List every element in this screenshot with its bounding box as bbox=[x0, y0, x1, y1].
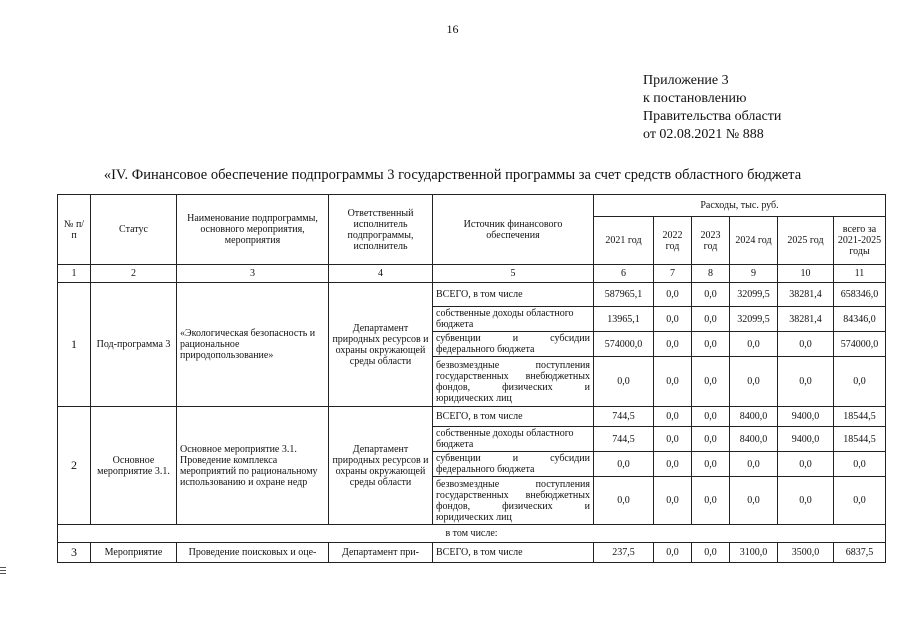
value-cell: 0,0 bbox=[778, 357, 834, 407]
value-cell: 0,0 bbox=[654, 283, 692, 307]
value-cell: 0,0 bbox=[730, 332, 778, 357]
value-cell: 0,0 bbox=[778, 332, 834, 357]
value-cell: 0,0 bbox=[834, 357, 886, 407]
value-cell: 0,0 bbox=[692, 357, 730, 407]
appendix-line: Приложение 3 bbox=[643, 73, 729, 88]
value-cell: 8400,0 bbox=[730, 407, 778, 427]
value-cell: 0,0 bbox=[692, 477, 730, 525]
value-cell: 0,0 bbox=[730, 357, 778, 407]
scan-margin-mark bbox=[0, 567, 6, 577]
row-executor: Департамент при- bbox=[329, 543, 433, 563]
column-number: 6 bbox=[594, 265, 654, 283]
value-cell: 0,0 bbox=[778, 452, 834, 477]
page-number: 16 bbox=[446, 22, 459, 36]
value-cell: 0,0 bbox=[594, 357, 654, 407]
value-cell: 0,0 bbox=[730, 452, 778, 477]
header-year: 2022 год bbox=[654, 217, 692, 265]
header-year: 2023 год bbox=[692, 217, 730, 265]
row-source: ВСЕГО, в том числе bbox=[433, 543, 594, 563]
row-source: безвозмездные поступления государственных внебюджетных фондов, физических и юридических лиц bbox=[433, 477, 594, 525]
column-number: 5 bbox=[433, 265, 594, 283]
value-cell: 32099,5 bbox=[730, 283, 778, 307]
header-year: 2021 год bbox=[594, 217, 654, 265]
value-cell: 744,5 bbox=[594, 407, 654, 427]
row-name: Основное мероприятие 3.1. Проведение комплекса мероприятий по рациональному использованию и охране недр bbox=[177, 407, 329, 525]
column-number: 11 bbox=[834, 265, 886, 283]
value-cell: 18544,5 bbox=[834, 407, 886, 427]
header-year: 2025 год bbox=[778, 217, 834, 265]
row-source: субвенции и субсидии федерального бюджета bbox=[433, 332, 594, 357]
row-status: Мероприятие bbox=[91, 543, 177, 563]
subheader: в том числе: bbox=[58, 525, 886, 543]
value-cell: 0,0 bbox=[654, 543, 692, 563]
value-cell: 587965,1 bbox=[594, 283, 654, 307]
value-cell: 3500,0 bbox=[778, 543, 834, 563]
appendix-line: Правительства области bbox=[643, 109, 782, 124]
column-number: 2 bbox=[91, 265, 177, 283]
value-cell: 84346,0 bbox=[834, 307, 886, 332]
value-cell: 0,0 bbox=[692, 307, 730, 332]
column-number: 10 bbox=[778, 265, 834, 283]
row-source: собственные доходы областного бюджета bbox=[433, 307, 594, 332]
value-cell: 6837,5 bbox=[834, 543, 886, 563]
finance-table bbox=[57, 194, 886, 563]
column-number-row bbox=[58, 265, 886, 283]
value-cell: 0,0 bbox=[654, 477, 692, 525]
row-status: Основное мероприятие 3.1. bbox=[91, 407, 177, 525]
value-cell: 32099,5 bbox=[730, 307, 778, 332]
row-source: собственные доходы областного бюджета bbox=[433, 427, 594, 452]
value-cell: 0,0 bbox=[692, 452, 730, 477]
value-cell: 0,0 bbox=[692, 283, 730, 307]
value-cell: 744,5 bbox=[594, 427, 654, 452]
appendix-block bbox=[643, 72, 781, 144]
value-cell: 9400,0 bbox=[778, 407, 834, 427]
header-expenses: Расходы, тыс. руб. bbox=[594, 195, 886, 217]
value-cell: 0,0 bbox=[654, 307, 692, 332]
header-year: всего за 2021-2025 годы bbox=[834, 217, 886, 265]
row-source: ВСЕГО, в том числе bbox=[433, 407, 594, 427]
row-source: субвенции и субсидии федерального бюджета bbox=[433, 452, 594, 477]
header-num: № п/ п bbox=[58, 195, 91, 265]
header-status: Статус bbox=[91, 195, 177, 265]
appendix-line: к постановлению bbox=[643, 91, 747, 106]
row-number: 3 bbox=[58, 543, 91, 563]
column-number: 8 bbox=[692, 265, 730, 283]
value-cell: 9400,0 bbox=[778, 427, 834, 452]
row-source: безвозмездные поступления государственных внебюджетных фондов, физических и юридических лиц bbox=[433, 357, 594, 407]
column-number: 1 bbox=[58, 265, 91, 283]
value-cell: 0,0 bbox=[654, 452, 692, 477]
row-executor: Департамент природных ресурсов и охраны окружающей среды области bbox=[329, 407, 433, 525]
value-cell: 0,0 bbox=[692, 543, 730, 563]
header-year: 2024 год bbox=[730, 217, 778, 265]
column-number: 3 bbox=[177, 265, 329, 283]
header-source: Источник финансового обеспечения bbox=[433, 195, 594, 265]
value-cell: 13965,1 bbox=[594, 307, 654, 332]
value-cell: 8400,0 bbox=[730, 427, 778, 452]
value-cell: 0,0 bbox=[654, 357, 692, 407]
value-cell: 574000,0 bbox=[594, 332, 654, 357]
value-cell: 0,0 bbox=[654, 407, 692, 427]
column-number: 4 bbox=[329, 265, 433, 283]
value-cell: 3100,0 bbox=[730, 543, 778, 563]
row-name: Проведение поисковых и оце- bbox=[177, 543, 329, 563]
value-cell: 0,0 bbox=[654, 427, 692, 452]
value-cell: 38281,4 bbox=[778, 307, 834, 332]
value-cell: 0,0 bbox=[834, 452, 886, 477]
header-name: Наименование подпрограммы, основного мероприятия, мероприятия bbox=[177, 195, 329, 265]
value-cell: 0,0 bbox=[692, 407, 730, 427]
value-cell: 237,5 bbox=[594, 543, 654, 563]
table-row bbox=[58, 283, 886, 307]
subheader-row bbox=[58, 525, 886, 543]
value-cell: 574000,0 bbox=[834, 332, 886, 357]
value-cell: 0,0 bbox=[834, 477, 886, 525]
value-cell: 0,0 bbox=[692, 427, 730, 452]
value-cell: 0,0 bbox=[594, 452, 654, 477]
value-cell: 0,0 bbox=[730, 477, 778, 525]
value-cell: 0,0 bbox=[594, 477, 654, 525]
table-row bbox=[58, 543, 886, 563]
row-status: Под-программа 3 bbox=[91, 283, 177, 407]
header-executor: Ответственный исполнитель подпрограммы, исполнитель bbox=[329, 195, 433, 265]
row-source: ВСЕГО, в том числе bbox=[433, 283, 594, 307]
value-cell: 658346,0 bbox=[834, 283, 886, 307]
value-cell: 0,0 bbox=[778, 477, 834, 525]
value-cell: 38281,4 bbox=[778, 283, 834, 307]
value-cell: 18544,5 bbox=[834, 427, 886, 452]
column-number: 9 bbox=[730, 265, 778, 283]
value-cell: 0,0 bbox=[692, 332, 730, 357]
column-number: 7 bbox=[654, 265, 692, 283]
row-executor: Департамент природных ресурсов и охраны окружающей среды области bbox=[329, 283, 433, 407]
document-title: «IV. Финансовое обеспечение подпрограммы 3 государственной программы за счет средств областного бюджета bbox=[103, 167, 802, 183]
row-name: «Экологическая безопасность и рациональное природопользование» bbox=[177, 283, 329, 407]
table-row bbox=[58, 407, 886, 427]
row-number: 1 bbox=[58, 283, 91, 407]
appendix-line: от 02.08.2021 № 888 bbox=[643, 127, 764, 142]
value-cell: 0,0 bbox=[654, 332, 692, 357]
row-number: 2 bbox=[58, 407, 91, 525]
